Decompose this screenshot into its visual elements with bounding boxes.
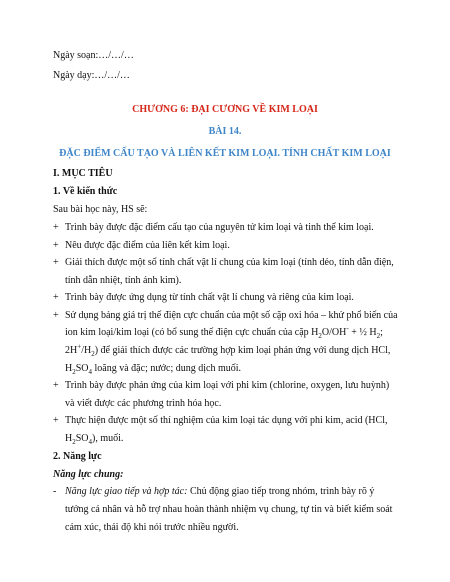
preparation-date: Ngày soạn:…/…/… xyxy=(53,50,134,61)
subsection-heading-knowledge: 1. Về kiến thức xyxy=(53,186,118,197)
communication-competence: Năng lực giao tiếp và hợp tác: Chủ động giao tiếp trong nhóm, trình bày rõ ý xyxy=(65,486,375,497)
dash-marker: - xyxy=(53,486,57,497)
list-item: Sử dụng bảng giá trị thế điện cực chuẩn của một số cặp oxi hóa – khử phổ biến của xyxy=(65,310,398,321)
list-item-continuation: ion kim loại/kim loại (có bổ sung thế điện cực chuẩn của cặp $H_2O/OH^-$ + ½ $H_2$; xyxy=(65,324,383,340)
list-item-continuation: $H_2SO_4$), muối. xyxy=(65,433,124,446)
teaching-date: Ngày dạy:…/…/… xyxy=(53,70,130,81)
list-item: Thực hiện được một số thí nghiệm của kim loại tác dụng với phi kim, acid (HCl, xyxy=(65,415,388,426)
list-item: Trình bày được phản ứng của kim loại với phi kim (chlorine, oxygen, lưu huỳnh) xyxy=(65,380,390,391)
list-item-continuation: tính dẫn nhiệt, tính ánh kim). xyxy=(65,275,182,286)
bullet-marker: + xyxy=(53,240,59,251)
communication-label: Năng lực giao tiếp và hợp tác: xyxy=(65,486,188,497)
list-item-continuation: $2H^+/H_2$) để giải thích được các trường hợp kim loại phản ứng với dung dịch HCl, xyxy=(65,342,391,358)
list-item-continuation: $H_2SO_4$ loãng và đặc; nước; dung dịch muối. xyxy=(65,363,242,376)
list-item-continuation: và viết được các phương trình hóa học. xyxy=(65,398,222,409)
bullet-marker: + xyxy=(53,257,59,268)
bullet-marker: + xyxy=(53,292,59,303)
bullet-marker: + xyxy=(53,380,59,391)
list-item: Trình bày được đặc điểm cấu tạo của nguyên tử kim loại và tinh thể kim loại. xyxy=(65,222,374,233)
list-item: Nêu được đặc điểm của liên kết kim loại. xyxy=(65,240,230,251)
list-item-continuation: cảm xúc, thái độ khi nói trước nhiều người. xyxy=(65,522,239,533)
bullet-marker: + xyxy=(53,415,59,426)
chapter-title: CHƯƠNG 6: ĐẠI CƯƠNG VỀ KIM LOẠI xyxy=(132,104,318,115)
list-item: Trình bày được ứng dụng từ tính chất vật lí chung và riêng của kim loại. xyxy=(65,292,354,303)
bullet-marker: + xyxy=(53,310,59,321)
intro-text: Sau bài học này, HS sẽ: xyxy=(53,204,148,215)
section-heading-objectives: I. MỤC TIÊU xyxy=(53,168,113,179)
lesson-number: BÀI 14. xyxy=(208,126,242,137)
list-item-continuation: tưởng cá nhân và hỗ trợ nhau hoàn thành nhiệm vụ chung, tự tin và biết kiểm soát xyxy=(65,504,393,515)
bullet-marker: + xyxy=(53,222,59,233)
general-competence-heading: Năng lực chung: xyxy=(53,469,124,480)
subsection-heading-competence: 2. Năng lực xyxy=(53,451,102,462)
list-item: Giải thích được một số tính chất vật lí chung của kim loại (tính dẻo, tính dẫn điện, xyxy=(65,257,394,268)
lesson-title: ĐẶC ĐIỂM CẤU TẠO VÀ LIÊN KẾT KIM LOẠI. TÍNH CHẤT KIM LOẠI xyxy=(59,148,391,159)
